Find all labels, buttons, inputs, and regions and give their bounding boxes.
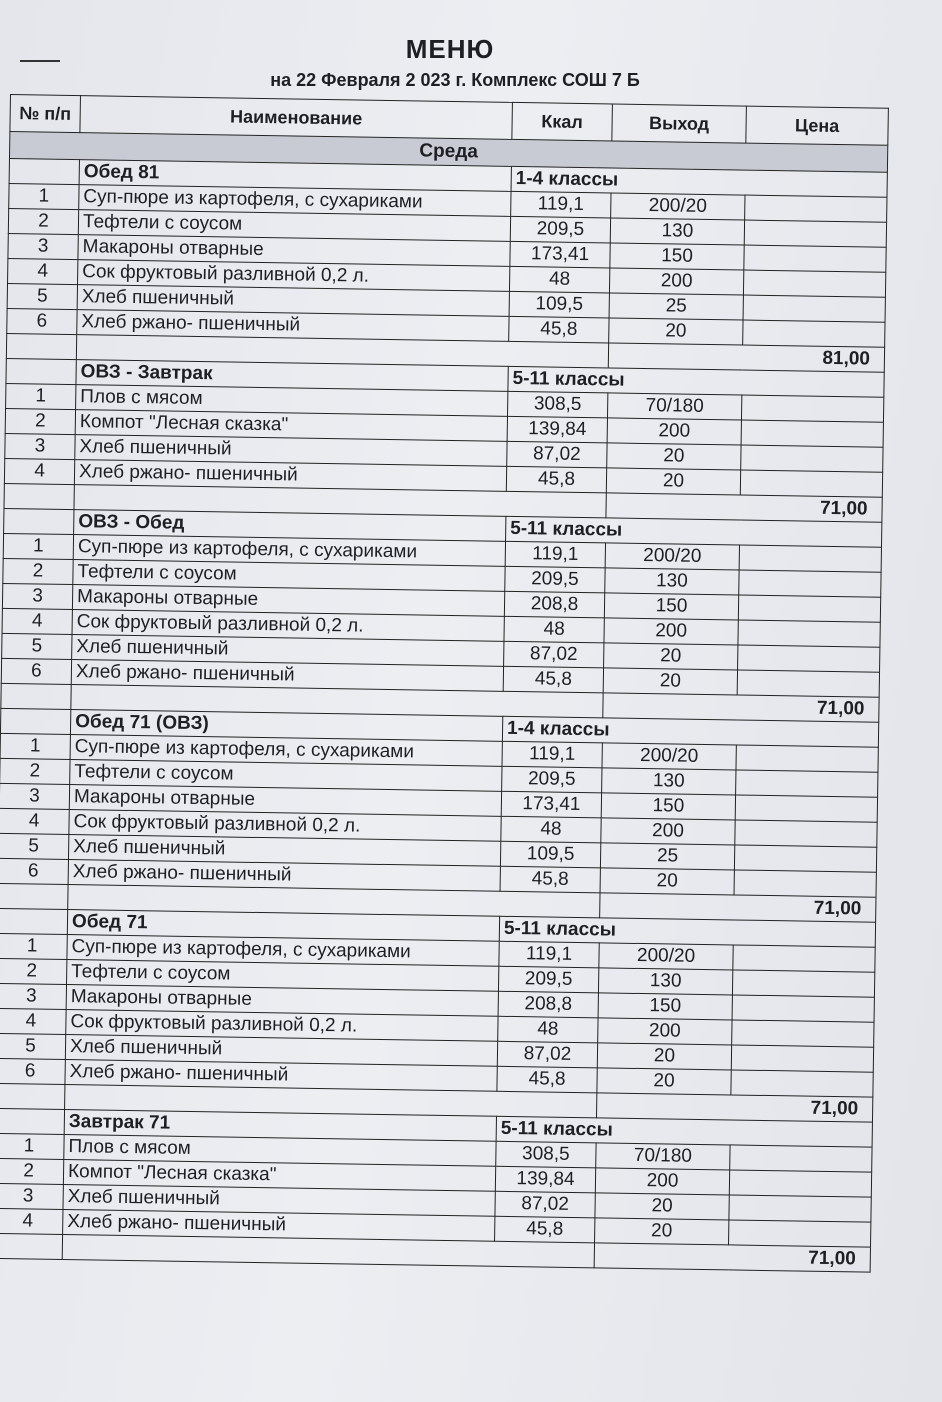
row-number: 2: [3, 558, 73, 584]
dish-yield: 150: [604, 593, 738, 620]
dish-kcal: 48: [504, 616, 604, 643]
dish-kcal: 48: [498, 1016, 598, 1043]
row-number: 1: [0, 733, 70, 759]
dish-name: Хлеб пшеничный: [77, 285, 509, 317]
row-number: 3: [0, 983, 67, 1009]
dish-kcal: 209,5: [498, 966, 598, 993]
section-name: ОВЗ - Обед: [74, 510, 506, 542]
section-name: ОВЗ - Завтрак: [76, 360, 508, 392]
dish-yield: 130: [610, 218, 744, 245]
dish-name: Сок фруктовый разливной 0,2 л.: [69, 810, 501, 842]
section-num-blank: [0, 708, 70, 734]
section-group: 5-11 классы: [499, 916, 875, 947]
dish-yield: 20: [595, 1218, 729, 1245]
dish-yield: 200/20: [602, 743, 736, 770]
dish-price: [743, 295, 885, 322]
dish-kcal: 119,1: [502, 741, 602, 768]
row-number: 6: [1, 658, 71, 684]
dish-kcal: 308,5: [496, 1141, 596, 1168]
dish-price: [741, 445, 883, 472]
row-number: 6: [7, 308, 77, 334]
row-number: 1: [0, 933, 67, 959]
section-group: 5-11 классы: [506, 516, 882, 547]
menu-table: [0, 94, 889, 1273]
dish-kcal: 87,02: [495, 1191, 595, 1218]
dish-price: [735, 795, 877, 822]
page-subtitle: на 22 Февраля 2 023 г. Комплекс СОШ 7 Б: [270, 70, 640, 90]
dish-yield: 200/20: [599, 943, 733, 970]
dish-kcal: 109,5: [500, 841, 600, 868]
dish-yield: 20: [595, 1193, 729, 1220]
dish-yield: 200: [609, 268, 743, 295]
dish-kcal: 308,5: [507, 391, 607, 418]
dish-name: Хлеб пшеничный: [72, 635, 504, 667]
section-name: Обед 81: [79, 160, 511, 192]
dish-name: Хлеб пшеничный: [75, 435, 507, 467]
page-title: МЕНЮ: [405, 34, 495, 64]
row-number: 2: [8, 208, 78, 234]
row-number: 3: [5, 433, 75, 459]
dish-kcal: 45,8: [506, 466, 606, 493]
dish-price: [739, 545, 881, 572]
row-number: 1: [3, 533, 73, 559]
dish-price: [731, 1070, 873, 1097]
dish-name: Плов с мясом: [64, 1134, 496, 1166]
dish-yield: 25: [609, 293, 743, 320]
dish-price: [740, 470, 882, 497]
dish-yield: 130: [605, 568, 739, 595]
dish-name: Макароны отварные: [66, 984, 498, 1016]
row-number: 4: [0, 1208, 63, 1234]
dish-yield: 150: [598, 993, 732, 1020]
row-number: 3: [0, 783, 70, 809]
dish-name: Тефтели с соусом: [67, 960, 499, 992]
dish-kcal: 45,8: [495, 1216, 595, 1243]
dish-kcal: 208,8: [504, 591, 604, 618]
dish-price: [745, 195, 887, 222]
dish-kcal: 173,41: [510, 241, 610, 268]
total-num-blank: [0, 1083, 65, 1109]
dish-yield: 20: [603, 668, 737, 695]
dish-name: Хлеб ржано- пшеничный: [71, 660, 503, 692]
row-number: 6: [0, 858, 68, 884]
dish-kcal: 208,8: [498, 991, 598, 1018]
dish-yield: 200: [595, 1168, 729, 1195]
dish-yield: 200: [598, 1018, 732, 1045]
dish-kcal: 48: [501, 816, 601, 843]
section-name: Обед 71: [67, 910, 499, 942]
dish-name: Сок фруктовый разливной 0,2 л.: [78, 260, 510, 292]
dish-price: [741, 395, 883, 422]
section-group: 5-11 классы: [496, 1116, 872, 1147]
dish-name: Хлеб ржано- пшеничный: [65, 1059, 497, 1091]
dish-price: [732, 970, 874, 997]
dish-name: Хлеб пшеничный: [65, 1034, 497, 1066]
dish-yield: 200: [604, 618, 738, 645]
dish-yield: 150: [601, 793, 735, 820]
dish-price: [738, 620, 880, 647]
header-name: Наименование: [80, 96, 513, 140]
total-num-blank: [4, 483, 74, 509]
dish-yield: 20: [606, 468, 740, 495]
dish-yield: 20: [604, 643, 738, 670]
dish-yield: 130: [598, 968, 732, 995]
row-number: 1: [0, 1133, 64, 1159]
dish-name: Суп-пюре из картофеля, с сухариками: [67, 935, 499, 967]
section-group: 1-4 классы: [511, 166, 887, 197]
dish-kcal: 173,41: [501, 791, 601, 818]
dish-name: Макароны отварные: [69, 785, 501, 817]
row-number: 4: [0, 1008, 66, 1034]
dish-price: [743, 320, 885, 347]
dish-price: [737, 670, 879, 697]
section-group: 5-11 классы: [508, 366, 884, 397]
row-number: 5: [7, 283, 77, 309]
row-number: 2: [5, 408, 75, 434]
dish-name: Суп-пюре из картофеля, с сухариками: [73, 535, 505, 567]
dish-kcal: 139,84: [495, 1166, 595, 1193]
dish-yield: 70/180: [607, 393, 741, 420]
dish-price: [736, 745, 878, 772]
dish-yield: 70/180: [596, 1143, 730, 1170]
dish-name: Макароны отварные: [72, 585, 504, 617]
menu-body: [0, 132, 888, 1273]
section-total-price: 81,00: [608, 343, 884, 372]
header-yield: Выход: [612, 104, 747, 143]
dish-name: Сок фруктовый разливной 0,2 л.: [66, 1009, 498, 1041]
dish-price: [732, 1020, 874, 1047]
dish-kcal: 139,84: [507, 416, 607, 443]
dish-yield: 130: [602, 768, 736, 795]
section-name: Завтрак 71: [64, 1109, 496, 1141]
section-num-blank: [6, 358, 76, 384]
dish-kcal: 87,02: [504, 641, 604, 668]
dish-kcal: 45,8: [503, 666, 603, 693]
dish-kcal: 119,1: [505, 541, 605, 568]
dish-price: [741, 420, 883, 447]
dish-price: [739, 570, 881, 597]
dish-price: [729, 1195, 871, 1222]
section-num-blank: [0, 908, 68, 934]
dish-yield: 20: [600, 868, 734, 895]
dish-name: Хлеб пшеничный: [63, 1184, 495, 1216]
section-total-price: 71,00: [596, 1093, 872, 1122]
dish-name: Хлеб ржано- пшеничный: [77, 310, 509, 342]
header-price: Цена: [746, 106, 889, 145]
dish-name: Хлеб ржано- пшеничный: [63, 1209, 495, 1241]
dish-kcal: 87,02: [507, 441, 607, 468]
section-total-price: 71,00: [603, 693, 879, 722]
header-kcal: Ккал: [512, 102, 613, 141]
dish-kcal: 45,8: [500, 866, 600, 893]
total-num-blank: [0, 883, 68, 909]
dish-kcal: 48: [509, 266, 609, 293]
header-num: № п/п: [10, 95, 81, 133]
row-number: 1: [9, 183, 79, 209]
dish-name: Тефтели с соусом: [70, 760, 502, 792]
section-num-blank: [4, 508, 74, 534]
dish-yield: 200: [607, 418, 741, 445]
row-number: 4: [8, 258, 78, 284]
dish-kcal: 209,5: [502, 766, 602, 793]
dish-price: [729, 1220, 871, 1247]
dish-yield: 20: [597, 1043, 731, 1070]
dish-name: Хлеб ржано- пшеничный: [68, 860, 500, 892]
dish-name: Компот "Лесная сказка": [63, 1159, 495, 1191]
section-group: 1-4 классы: [502, 716, 878, 747]
menu-table-wrapper: [0, 94, 922, 1273]
row-number: 2: [0, 1158, 64, 1184]
dish-price: [729, 1170, 871, 1197]
row-number: 2: [0, 758, 70, 784]
section-name: Обед 71 (ОВЗ): [70, 710, 502, 742]
dish-price: [731, 1045, 873, 1072]
row-number: 3: [8, 233, 78, 259]
row-number: 3: [2, 583, 72, 609]
section-total-price: 71,00: [600, 893, 876, 922]
dish-name: Суп-пюре из картофеля, с сухариками: [70, 735, 502, 767]
row-number: 5: [0, 833, 69, 859]
row-number: 3: [0, 1183, 63, 1209]
dish-kcal: 45,8: [497, 1066, 597, 1093]
dish-price: [736, 770, 878, 797]
dish-price: [738, 645, 880, 672]
dish-price: [743, 270, 885, 297]
dish-yield: 150: [610, 243, 744, 270]
section-total-price: 71,00: [606, 493, 882, 522]
dish-name: Тефтели с соусом: [73, 560, 505, 592]
dish-yield: 200: [601, 818, 735, 845]
dish-yield: 200/20: [611, 193, 745, 220]
dish-kcal: 109,5: [509, 291, 609, 318]
section-num-blank: [0, 1108, 65, 1134]
dish-name: Компот "Лесная сказка": [75, 410, 507, 442]
section-num-blank: [9, 158, 79, 184]
row-number: 4: [0, 808, 69, 834]
row-number: 4: [2, 608, 72, 634]
row-number: 1: [6, 383, 76, 409]
dish-name: Тефтели с соусом: [78, 210, 510, 242]
dish-price: [744, 220, 886, 247]
total-num-blank: [6, 333, 76, 359]
dish-price: [732, 995, 874, 1022]
dish-price: [734, 870, 876, 897]
dish-price: [734, 845, 876, 872]
total-num-blank: [1, 683, 71, 709]
total-num-blank: [0, 1233, 63, 1259]
dish-yield: 20: [609, 318, 743, 345]
dish-price: [733, 945, 875, 972]
dish-kcal: 209,5: [510, 216, 610, 243]
row-number: 5: [2, 633, 72, 659]
dish-price: [738, 595, 880, 622]
dish-price: [730, 1145, 872, 1172]
dish-kcal: 87,02: [497, 1041, 597, 1068]
dish-name: Сок фруктовый разливной 0,2 л.: [72, 610, 504, 642]
row-number: 2: [0, 958, 67, 984]
row-number: 6: [0, 1058, 65, 1084]
dish-name: Макароны отварные: [78, 235, 510, 267]
dish-yield: 20: [597, 1068, 731, 1095]
dish-kcal: 45,8: [509, 316, 609, 343]
dish-price: [744, 245, 886, 272]
row-number: 5: [0, 1033, 66, 1059]
row-number: 4: [4, 458, 74, 484]
dish-kcal: 119,1: [499, 941, 599, 968]
dish-kcal: 119,1: [511, 191, 611, 218]
dish-yield: 25: [600, 843, 734, 870]
dish-name: Плов с мясом: [76, 385, 508, 417]
dish-name: Суп-пюре из картофеля, с сухариками: [79, 185, 511, 217]
dish-name: Хлеб ржано- пшеничный: [74, 460, 506, 492]
dish-yield: 200/20: [605, 543, 739, 570]
dish-price: [735, 820, 877, 847]
dish-kcal: 209,5: [505, 566, 605, 593]
section-total-price: 71,00: [594, 1243, 870, 1272]
dish-name: Хлеб пшеничный: [68, 835, 500, 867]
dish-yield: 20: [607, 443, 741, 470]
day-label: Среда: [9, 132, 887, 173]
